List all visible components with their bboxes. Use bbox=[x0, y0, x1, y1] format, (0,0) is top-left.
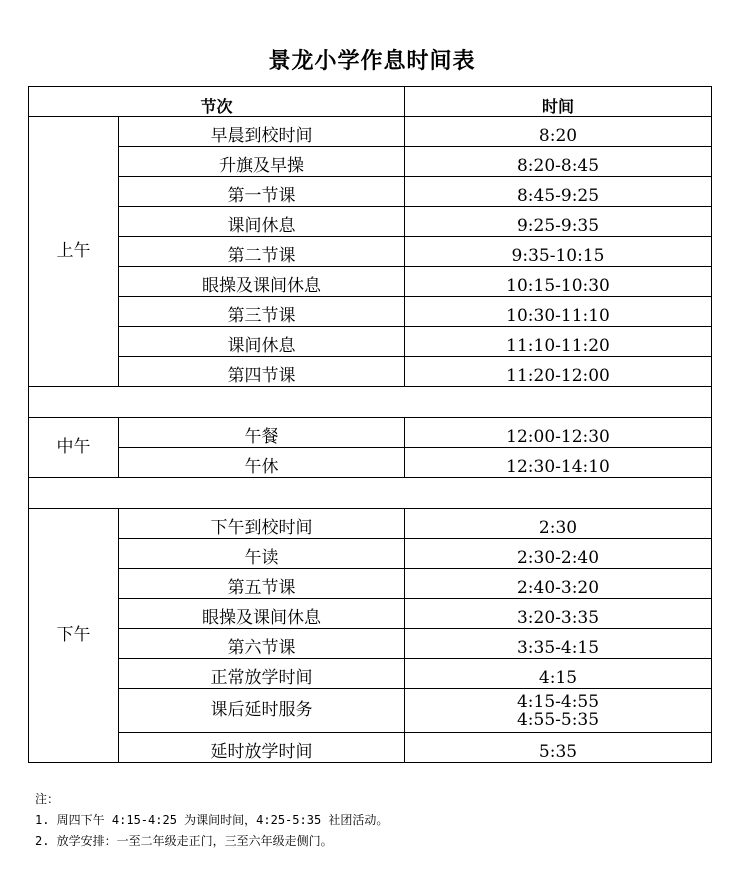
period-morning: 上午 bbox=[29, 117, 119, 387]
activity-cell: 第六节课 bbox=[119, 629, 405, 659]
activity-cell: 下午到校时间 bbox=[119, 509, 405, 539]
notes-label: 注： bbox=[35, 792, 60, 806]
header-row bbox=[29, 87, 712, 117]
time-cell: 10:30-11:10 bbox=[405, 297, 712, 327]
activity-cell: 第三节课 bbox=[119, 297, 405, 327]
table-row bbox=[29, 418, 712, 448]
table-row bbox=[29, 237, 712, 267]
table-row bbox=[29, 297, 712, 327]
time-line: 4:15-4:55 bbox=[516, 691, 600, 712]
time-cell: 12:00-12:30 bbox=[405, 418, 712, 448]
time-cell: 3:35-4:15 bbox=[405, 629, 712, 659]
note-item: 1. 周四下午 4:15-4:25 为课间时间，4:25-5:35 社团活动。 bbox=[35, 813, 389, 827]
activity-cell: 升旗及早操 bbox=[119, 147, 405, 177]
activity-cell: 午餐 bbox=[119, 418, 405, 448]
time-cell: 2:30-2:40 bbox=[405, 539, 712, 569]
activity-cell: 第二节课 bbox=[119, 237, 405, 267]
time-cell: 10:15-10:30 bbox=[405, 267, 712, 297]
header-session: 节次 bbox=[29, 87, 405, 117]
activity-cell: 课间休息 bbox=[119, 207, 405, 237]
table-row bbox=[29, 448, 712, 478]
schedule-table bbox=[28, 86, 712, 763]
table-row bbox=[29, 569, 712, 599]
header-time: 时间 bbox=[405, 87, 712, 117]
activity-cell: 午读 bbox=[119, 539, 405, 569]
activity-cell: 课间休息 bbox=[119, 327, 405, 357]
time-cell: 3:20-3:35 bbox=[405, 599, 712, 629]
table-row bbox=[29, 659, 712, 689]
note-item: 2. 放学安排：一至二年级走正门，三至六年级走侧门。 bbox=[35, 834, 333, 848]
table-row bbox=[29, 327, 712, 357]
notes bbox=[35, 789, 388, 852]
table-row bbox=[29, 733, 712, 763]
activity-cell: 眼操及课间休息 bbox=[119, 599, 405, 629]
table-row bbox=[29, 629, 712, 659]
activity-cell: 第五节课 bbox=[119, 569, 405, 599]
activity-cell: 眼操及课间休息 bbox=[119, 267, 405, 297]
time-cell: 5:35 bbox=[405, 733, 712, 763]
time-cell: 2:30 bbox=[405, 509, 712, 539]
activity-cell: 第四节课 bbox=[119, 357, 405, 387]
time-cell: 4:15 bbox=[405, 659, 712, 689]
page-title: 景龙小学作息时间表 bbox=[268, 49, 476, 74]
activity-cell: 第一节课 bbox=[119, 177, 405, 207]
time-cell: 2:40-3:20 bbox=[405, 569, 712, 599]
time-cell: 8:20 bbox=[405, 117, 712, 147]
table-row bbox=[29, 117, 712, 147]
time-cell: 11:10-11:20 bbox=[405, 327, 712, 357]
separator-row bbox=[29, 478, 712, 509]
table-row bbox=[29, 357, 712, 387]
period-noon: 中午 bbox=[29, 418, 119, 478]
activity-cell: 正常放学时间 bbox=[119, 659, 405, 689]
time-cell: 11:20-12:00 bbox=[405, 357, 712, 387]
table-row bbox=[29, 509, 712, 539]
table-row bbox=[29, 147, 712, 177]
time-cell: 8:20-8:45 bbox=[405, 147, 712, 177]
time-cell: 9:35-10:15 bbox=[405, 237, 712, 267]
separator-cell bbox=[29, 387, 712, 418]
period-afternoon: 下午 bbox=[29, 509, 119, 763]
time-cell: 12:30-14:10 bbox=[405, 448, 712, 478]
separator-cell bbox=[29, 478, 712, 509]
activity-cell: 午休 bbox=[119, 448, 405, 478]
time-cell bbox=[405, 689, 712, 733]
time-cell: 9:25-9:35 bbox=[405, 207, 712, 237]
table-row bbox=[29, 177, 712, 207]
table-row bbox=[29, 689, 712, 733]
activity-cell: 延时放学时间 bbox=[119, 733, 405, 763]
table-row bbox=[29, 539, 712, 569]
table-row bbox=[29, 207, 712, 237]
time-line: 4:55-5:35 bbox=[516, 709, 600, 730]
table-row bbox=[29, 267, 712, 297]
table-row bbox=[29, 599, 712, 629]
activity-cell: 早晨到校时间 bbox=[119, 117, 405, 147]
time-cell: 8:45-9:25 bbox=[405, 177, 712, 207]
activity-cell: 课后延时服务 bbox=[119, 689, 405, 733]
separator-row bbox=[29, 387, 712, 418]
